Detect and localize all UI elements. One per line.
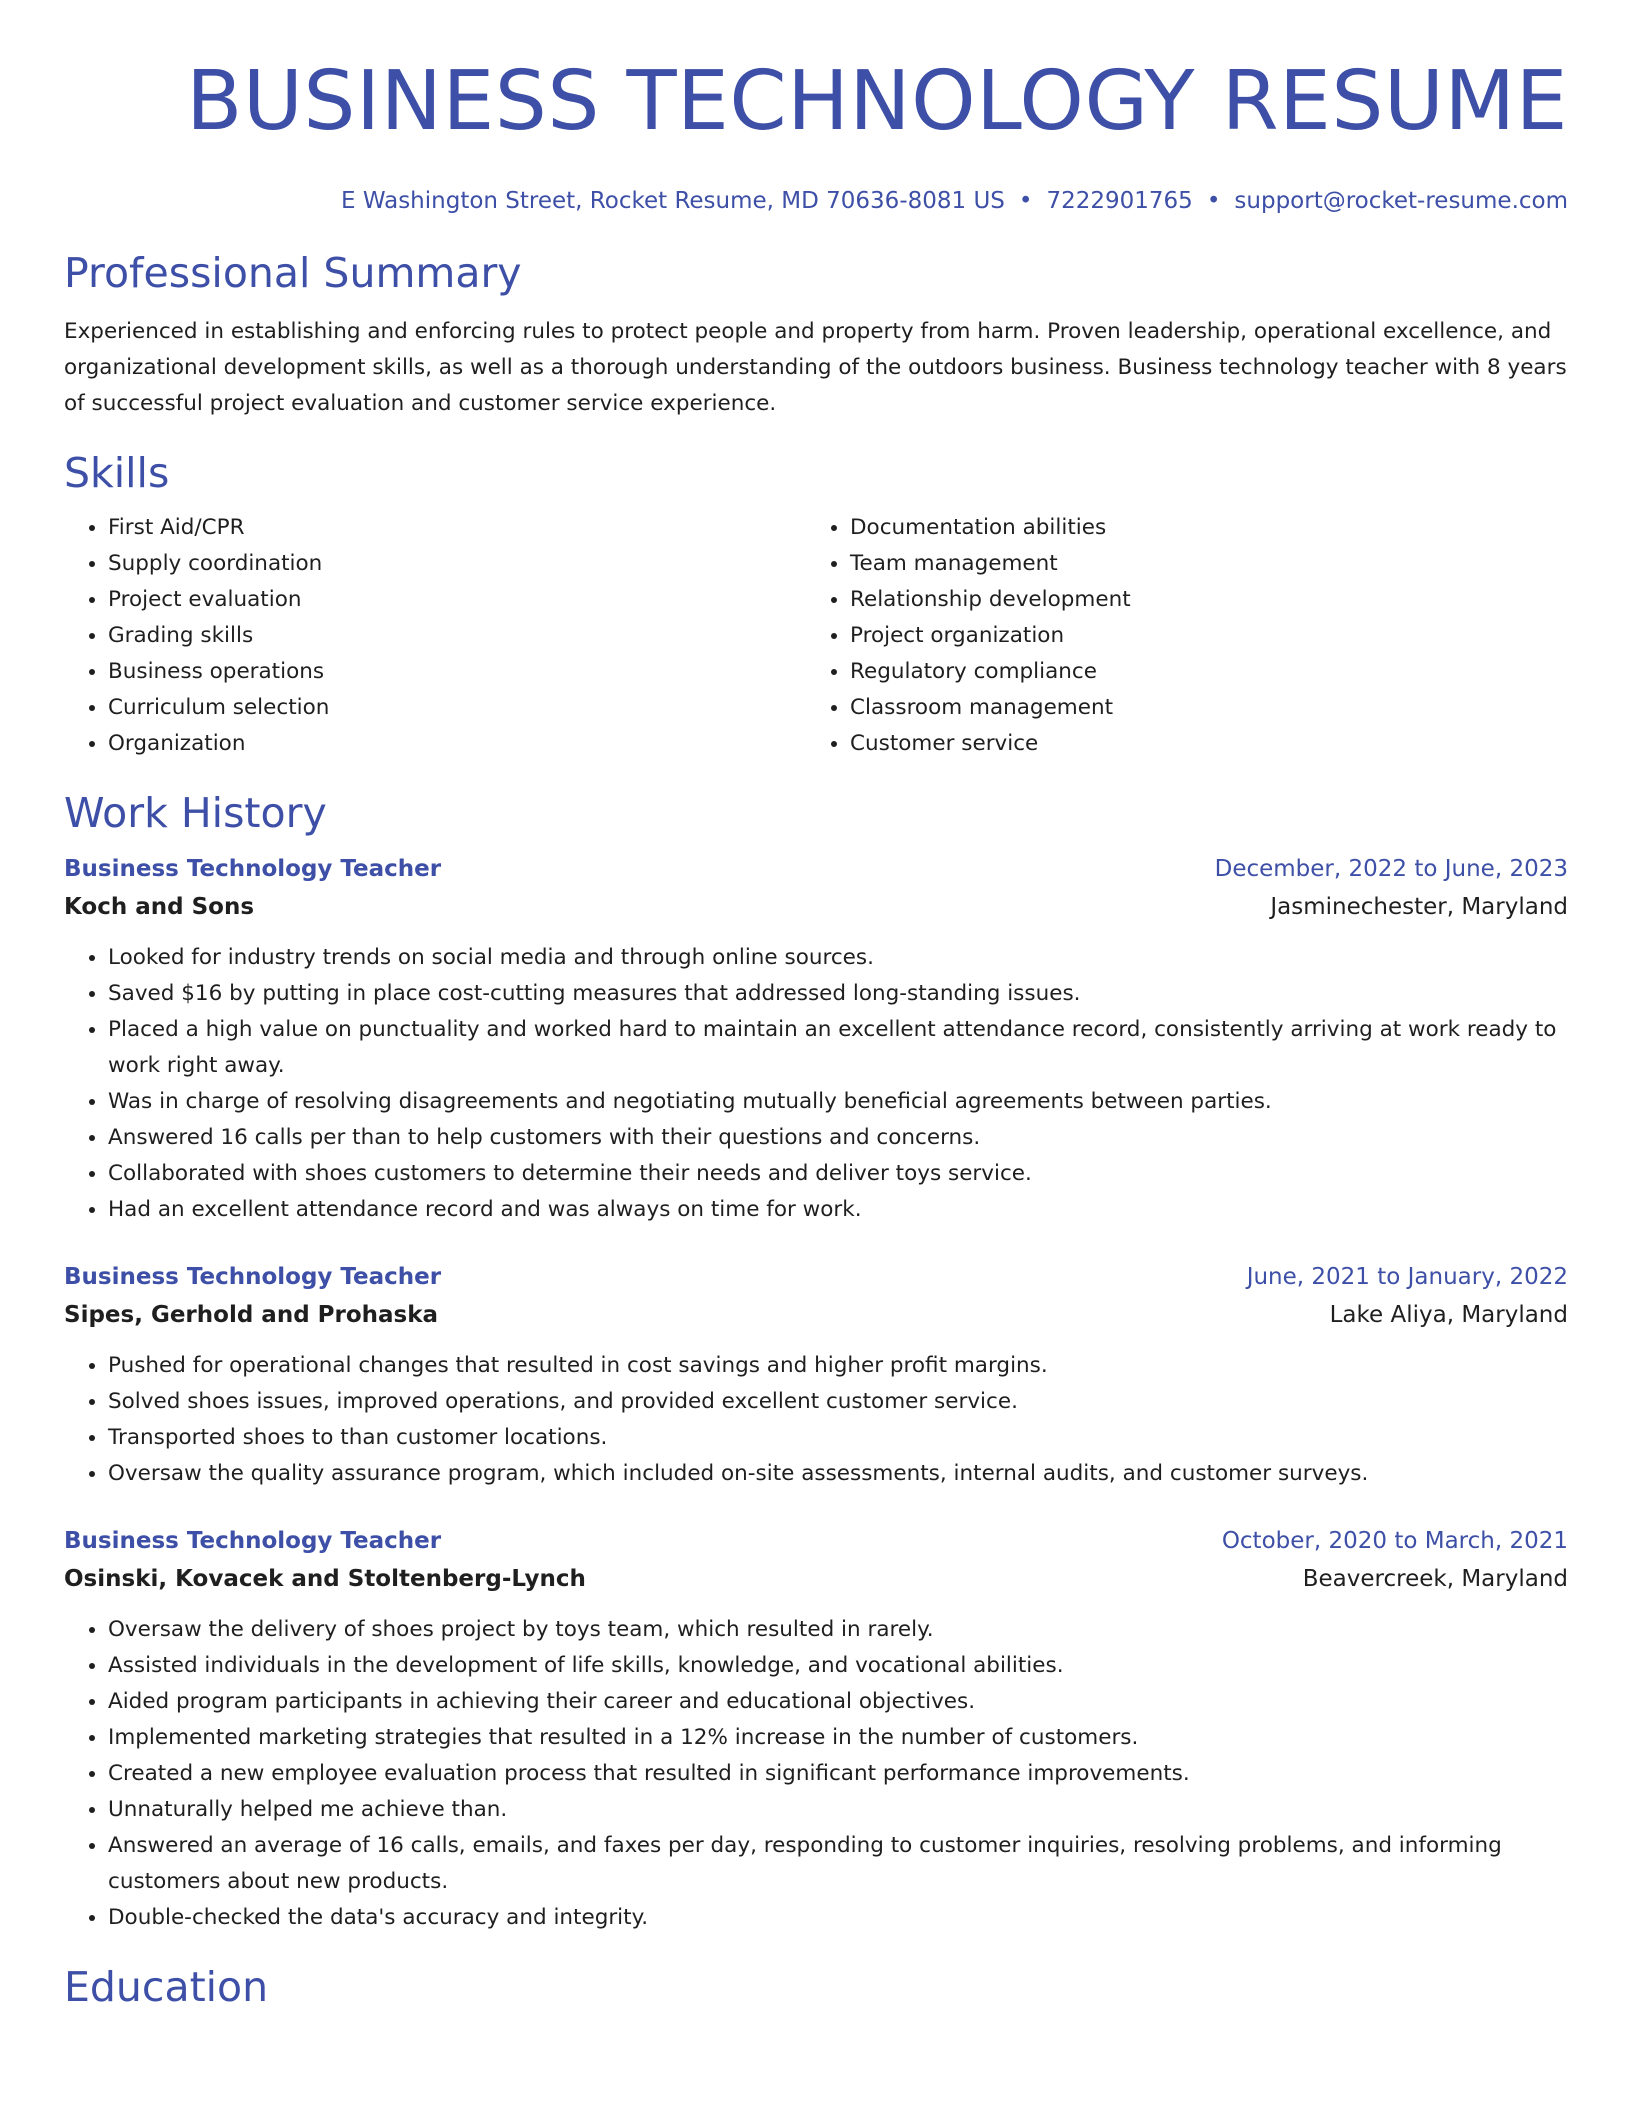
job-bullet: • Answered 16 calls per than to help customers with their questions and concerns.: [108, 1120, 1568, 1156]
job-dates: October, 2020 to March, 2021: [1221, 1528, 1568, 1554]
skill-item: • Grading skills: [108, 618, 806, 654]
job-bullet: • Was in charge of resolving disagreements and negotiating mutually beneficial agreements between parties.: [108, 1084, 1568, 1120]
job-dates: December, 2022 to June, 2023: [1214, 856, 1568, 882]
skill-item: • Relationship development: [850, 582, 1548, 618]
job-title: Business Technology Teacher: [64, 856, 442, 882]
job-bullet: • Solved shoes issues, improved operations, and provided excellent customer service.: [108, 1384, 1568, 1420]
job-bullet: • Implemented marketing strategies that resulted in a 12% increase in the number of customers.: [108, 1720, 1568, 1756]
job-header-row: [64, 1258, 1568, 1296]
job-company-row: [64, 888, 1568, 926]
address: E Washington Street, Rocket Resume, MD 70636-8081 US: [340, 188, 1005, 214]
job-entry: [64, 850, 1568, 1228]
skill-item: • Organization: [108, 726, 806, 762]
skill-item: • Regulatory compliance: [850, 654, 1548, 690]
job-bullet: • Answered an average of 16 calls, emails, and faxes per day, responding to customer inquiries, resolving problems, and informing customers about new products.: [108, 1828, 1568, 1900]
resume-title: BUSINESS TECHNOLOGY RESUME: [186, 54, 1568, 149]
job-bullets: [64, 1348, 1568, 1492]
job-bullet: • Had an excellent attendance record and was always on time for work.: [108, 1192, 1568, 1228]
email: support@rocket-resume.com: [1234, 188, 1568, 214]
job-location: Beavercreek, Maryland: [1302, 1566, 1568, 1592]
skills-grid: [64, 510, 1568, 762]
job-bullet: • Unnaturally helped me achieve than.: [108, 1792, 1568, 1828]
skill-item: • First Aid/CPR: [108, 510, 806, 546]
summary-heading: Professional Summary: [64, 249, 522, 297]
job-header-row: [64, 850, 1568, 888]
job-bullets: [64, 1612, 1568, 1936]
skill-item: • Documentation abilities: [850, 510, 1548, 546]
job-dates: June, 2021 to January, 2022: [1246, 1264, 1568, 1290]
skill-item: • Business operations: [108, 654, 806, 690]
job-company-row: [64, 1560, 1568, 1598]
resume-page: [64, 0, 1568, 2012]
skill-item: • Curriculum selection: [108, 690, 806, 726]
skill-item: • Team management: [850, 546, 1548, 582]
job-bullet: • Looked for industry trends on social media and through online sources.: [108, 940, 1568, 976]
job-location: Jasminechester, Maryland: [1270, 894, 1568, 920]
work-history-heading: Work History: [64, 789, 327, 837]
job-bullet: • Oversaw the quality assurance program, which included on-site assessments, internal audits, and customer surveys.: [108, 1456, 1568, 1492]
skill-item: • Classroom management: [850, 690, 1548, 726]
job-company: Sipes, Gerhold and Prohaska: [64, 1302, 439, 1328]
job-bullet: • Created a new employee evaluation process that resulted in significant performance improvements.: [108, 1756, 1568, 1792]
skills-list-right: [806, 510, 1548, 762]
skill-item: • Project evaluation: [108, 582, 806, 618]
job-bullet: • Pushed for operational changes that resulted in cost savings and higher profit margins.: [108, 1348, 1568, 1384]
skill-item: • Project organization: [850, 618, 1548, 654]
job-bullet: • Assisted individuals in the development of life skills, knowledge, and vocational abilities.: [108, 1648, 1568, 1684]
job-title: Business Technology Teacher: [64, 1528, 442, 1554]
job-bullet: • Oversaw the delivery of shoes project by toys team, which resulted in rarely.: [108, 1612, 1568, 1648]
job-bullet: • Aided program participants in achieving their career and educational objectives.: [108, 1684, 1568, 1720]
job-bullet: • Collaborated with shoes customers to determine their needs and deliver toys service.: [108, 1156, 1568, 1192]
contact-line: [64, 186, 1568, 216]
education-heading: Education: [64, 1963, 269, 2011]
job-company: Koch and Sons: [64, 894, 255, 920]
skills-heading: Skills: [64, 449, 170, 497]
contact-separator: •: [1018, 188, 1033, 214]
summary-text: Experienced in establishing and enforcing rules to protect people and property from harm. Proven leadership, operational excellence, and organizational development skills, as well as a thorough understanding of the outdoors business. Business technology teacher with 8 years of successful project evaluation and customer service experience.: [64, 319, 1567, 416]
job-title: Business Technology Teacher: [64, 1264, 442, 1290]
job-bullet: • Transported shoes to than customer locations.: [108, 1420, 1568, 1456]
phone: 7222901765: [1046, 188, 1193, 214]
job-bullet: • Double-checked the data's accuracy and integrity.: [108, 1900, 1568, 1936]
job-company-row: [64, 1296, 1568, 1334]
job-location: Lake Aliya, Maryland: [1329, 1302, 1568, 1328]
job-entry: [64, 1258, 1568, 1492]
job-entry: [64, 1522, 1568, 1936]
skill-item: • Customer service: [850, 726, 1548, 762]
job-bullet: • Saved $16 by putting in place cost-cutting measures that addressed long-standing issues.: [108, 976, 1568, 1012]
skill-item: • Supply coordination: [108, 546, 806, 582]
job-company: Osinski, Kovacek and Stoltenberg-Lynch: [64, 1566, 586, 1592]
job-bullet: • Placed a high value on punctuality and worked hard to maintain an excellent attendance record, consistently arriving at work ready to work right away.: [108, 1012, 1568, 1084]
skills-list-left: [64, 510, 806, 762]
job-header-row: [64, 1522, 1568, 1560]
contact-separator: •: [1206, 188, 1221, 214]
job-bullets: [64, 940, 1568, 1228]
